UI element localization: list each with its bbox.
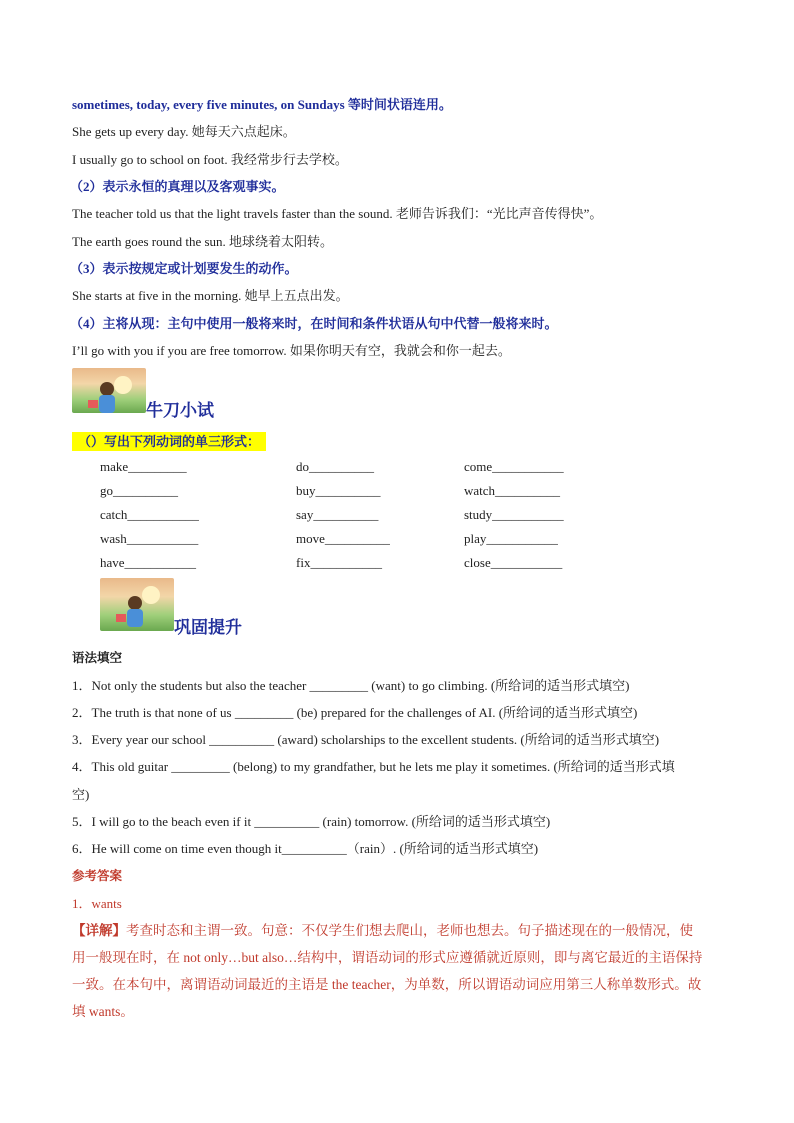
example-sentence: I usually go to school on foot. 我经常步行去学校。 xyxy=(72,152,348,167)
rule-heading: （3）表示按规定或计划要发生的动作。 xyxy=(70,261,298,276)
question-item: 3．Every year our school __________ (award) scholarships to the excellent students. (所给词的适当形式填空) xyxy=(72,732,660,747)
verb-blank-item: have___________ xyxy=(100,555,197,570)
verb-blank-item: say__________ xyxy=(296,507,379,522)
question-item: 4．This old guitar _________ (belong) to my grandfather, but he lets me play it sometimes. (所给词的适当形式填 xyxy=(72,759,675,774)
verb-blank-item: close___________ xyxy=(464,555,563,570)
rule-heading: （4）主将从现：主句中使用一般将来时，在时间和条件状语从句中代替一般将来时。 xyxy=(70,316,558,331)
verb-blank-item: fix___________ xyxy=(296,555,382,570)
section-title: 巩固提升 xyxy=(174,618,242,638)
verb-blank-item: watch__________ xyxy=(464,483,561,498)
section-illustration xyxy=(100,578,174,631)
verb-blank-item: wash___________ xyxy=(100,531,199,546)
example-sentence: She starts at five in the morning. 她早上五点出发。 xyxy=(72,288,349,303)
rule-heading: （2）表示永恒的真理以及客观事实。 xyxy=(70,179,285,194)
answers-heading: 参考答案 xyxy=(72,868,123,883)
explanation-line: 用一般现在时，在 not only…but also…结构中，谓语动词的形式应遵循就近原则，即与离它最近的主语保持 xyxy=(72,950,703,965)
verb-blank-item: study___________ xyxy=(464,507,564,522)
question-item: 6．He will come on time even though it__________（rain）. (所给词的适当形式填空) xyxy=(72,841,539,856)
verb-blank-item: do__________ xyxy=(296,459,374,474)
verb-blank-item: go__________ xyxy=(100,483,178,498)
answer-item: 1．wants xyxy=(72,896,122,911)
question-item: 5．I will go to the beach even if it __________ (rain) tomorrow. (所给词的适当形式填空) xyxy=(72,814,551,829)
question-item-continuation: 空) xyxy=(72,787,90,802)
verb-blank-item: make_________ xyxy=(100,459,187,474)
verb-blank-item: buy__________ xyxy=(296,483,381,498)
grammar-heading: 语法填空 xyxy=(72,650,123,665)
section-illustration xyxy=(72,368,146,413)
verb-blank-item: play___________ xyxy=(464,531,558,546)
verb-blank-item: catch___________ xyxy=(100,507,199,522)
explanation-line: 填 wants。 xyxy=(72,1004,134,1019)
explanation-paragraph xyxy=(72,917,724,1025)
example-sentence: She gets up every day. 她每天六点起床。 xyxy=(72,124,296,139)
question-item: 1．Not only the students but also the teacher _________ (want) to go climbing. (所给词的适当形式填空) xyxy=(72,678,630,693)
example-sentence: The teacher told us that the light travels faster than the sound. 老师告诉我们：“光比声音传得快”。 xyxy=(72,206,603,221)
usage-tail-line: sometimes, today, every five minutes, on Sundays 等时间状语连用。 xyxy=(72,97,452,112)
explanation-line: 一致。在本句中，离谓语动词最近的主语是 the teacher，为单数，所以谓语动词应用第三人称单数形式。故 xyxy=(72,977,702,992)
question-item: 2．The truth is that none of us _________ (be) prepared for the challenges of AI. (所给词的适当形式填空) xyxy=(72,705,638,720)
verb-blank-item: come___________ xyxy=(464,459,564,474)
exercise-instruction: （）写出下列动词的单三形式： xyxy=(72,432,266,451)
section-title: 牛刀小试 xyxy=(146,401,214,421)
explanation-line: 考查时态和主谓一致。句意：不仅学生们想去爬山，老师也想去。句子描述现在的一般情况，使 xyxy=(126,923,693,938)
example-sentence: The earth goes round the sun. 地球绕着太阳转。 xyxy=(72,234,334,249)
example-sentence: I’ll go with you if you are free tomorrow. 如果你明天有空，我就会和你一起去。 xyxy=(72,343,511,358)
explanation-label: 【详解】 xyxy=(72,923,126,938)
verb-blank-item: move__________ xyxy=(296,531,390,546)
